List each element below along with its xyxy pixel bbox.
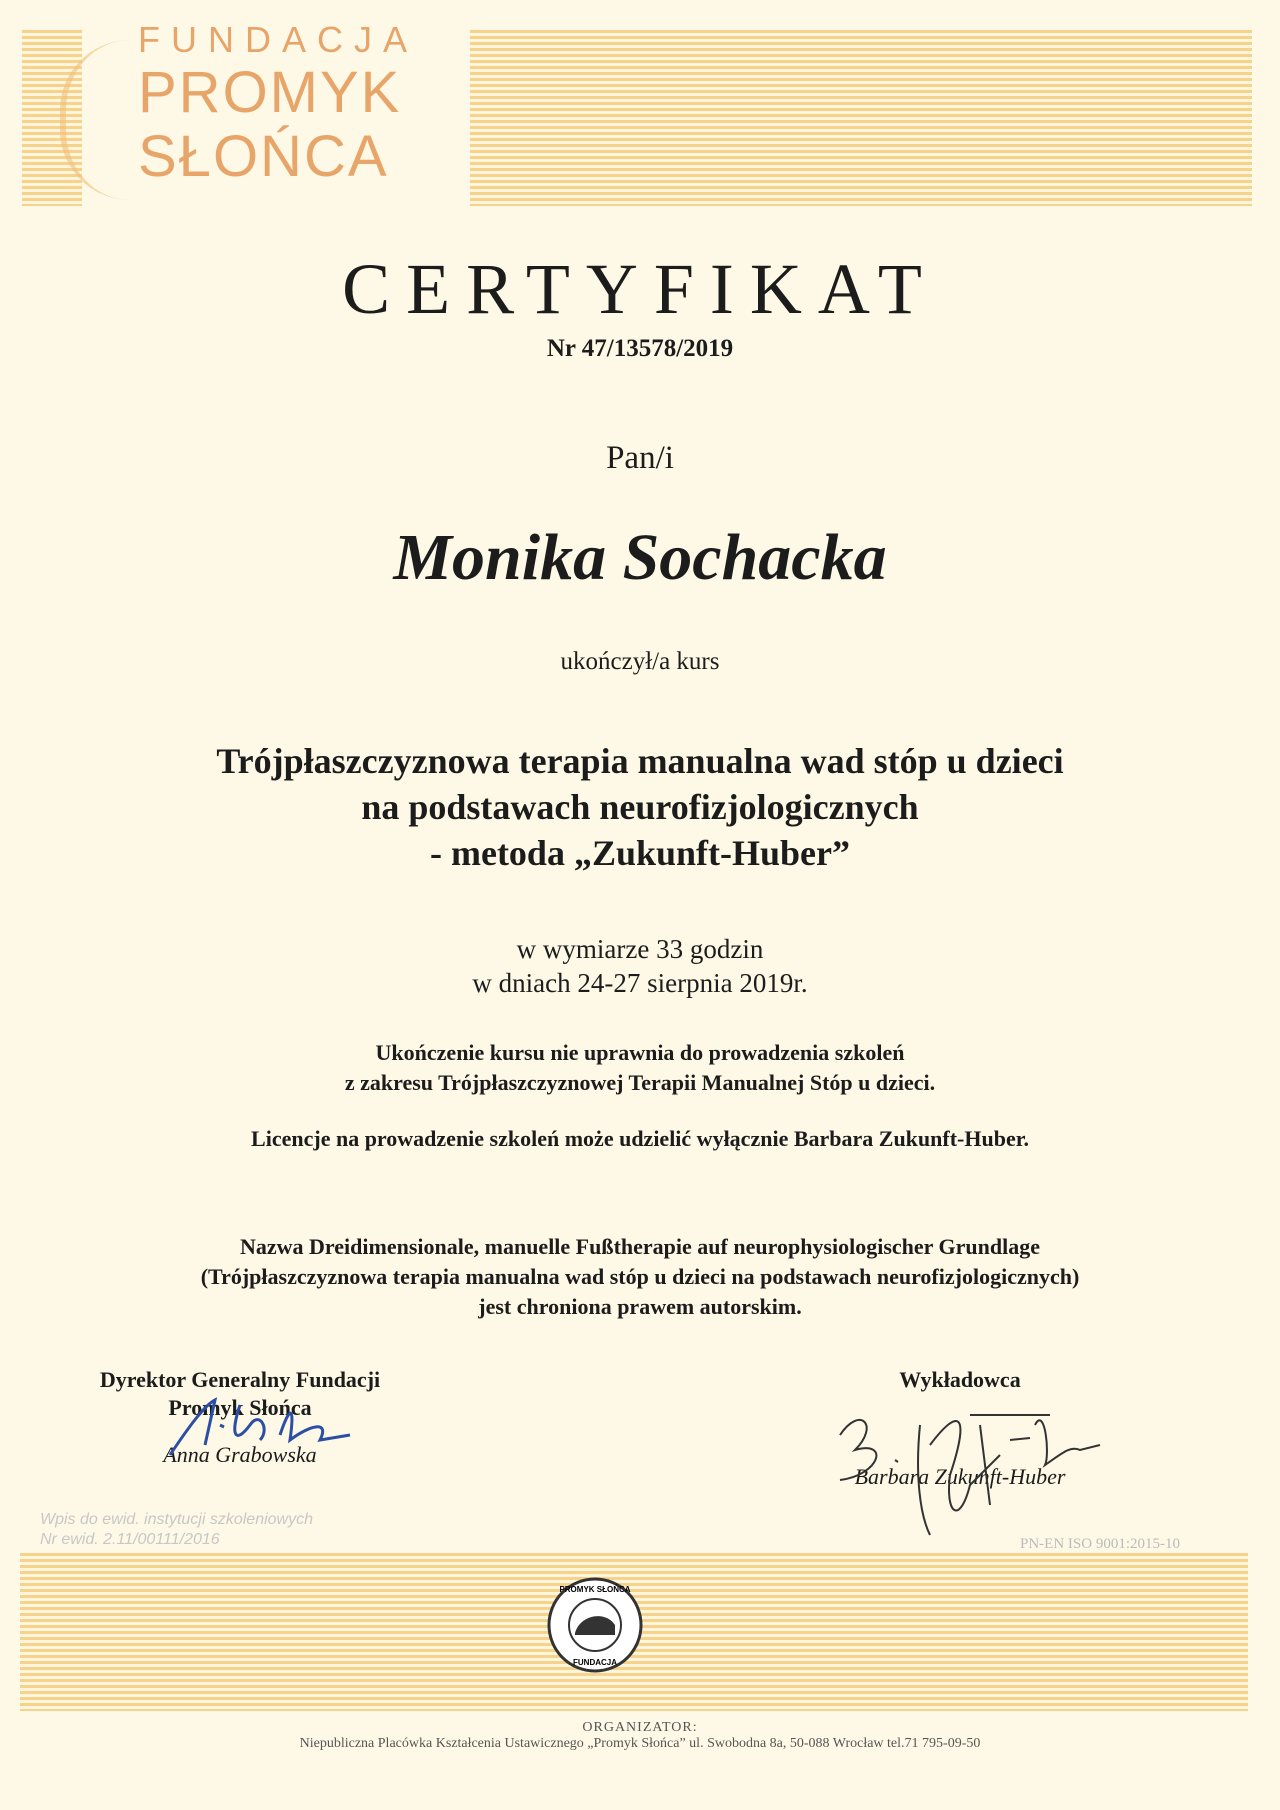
lecturer-name: Barbara Zukunft-Huber — [854, 1464, 1066, 1489]
note-no-training-rights — [0, 1038, 1280, 1098]
logo-line-2: PROMYK — [138, 60, 402, 125]
certificate-number: Nr 47/13578/2019 — [546, 335, 734, 362]
director-role-line-1: Dyrektor Generalny Fundacji — [99, 1367, 381, 1392]
completed-text: ukończył/a kurs — [560, 648, 720, 675]
note-3-line-3: jest chroniona prawem autorskim. — [478, 1294, 802, 1319]
course-line-2: na podstawach neurofizjologicznych — [361, 787, 919, 827]
course-title — [0, 738, 1280, 876]
badge-text-bottom: FUNDACJA — [573, 1658, 617, 1667]
course-line-1: Trójpłaszczyznowa terapia manualna wad stóp u dzieci — [216, 741, 1064, 781]
badge-text-top: PROMYK SŁOŃCA — [559, 1585, 631, 1594]
lecturer-role: Wykładowca — [899, 1367, 1021, 1392]
registry-line-2: Nr ewid. 2.11/00111/2016 — [40, 1531, 220, 1548]
certificate-title: CERTYFIKAT — [342, 249, 938, 329]
note-3-line-2: (Trójpłaszczyznowa terapia manualna wad stóp u dzieci na podstawach neurofizjologicznych) — [200, 1264, 1080, 1289]
note-3-line-1: Nazwa Dreidimensionale, manuelle Fußtherapie auf neurophysiologischer Grundlage — [240, 1234, 1040, 1259]
registry-line-1: Wpis do ewid. instytucji szkoleniowych — [40, 1511, 313, 1528]
note-1-line-2: z zakresu Trójpłaszczyznowej Terapii Manualnej Stóp u dzieci. — [344, 1070, 936, 1095]
decorative-stripes-top — [470, 30, 1252, 206]
course-line-3: - metoda „Zukunft-Huber” — [429, 833, 851, 873]
director-role-line-2: Promyk Słońca — [168, 1395, 312, 1420]
organizer-address: Niepubliczna Placówka Kształcenia Ustawicznego „Promyk Słońca” ul. Swobodna 8a, 50-088 Wrocław tel.71 795-09-50 — [299, 1736, 981, 1751]
hours-text: w wymiarze 33 godzin — [516, 934, 764, 964]
lecturer-signature-scribble — [820, 1395, 1150, 1545]
logo-line-3: SŁOŃCA — [138, 124, 389, 189]
recipient-name: Monika Sochacka — [393, 521, 887, 594]
foundation-badge-icon — [545, 1575, 645, 1675]
note-license: Licencje na prowadzenie szkoleń może udzielić wyłącznie Barbara Zukunft-Huber. — [251, 1126, 1029, 1151]
registry-info — [40, 1510, 313, 1550]
logo-line-1: FUNDACJA — [138, 19, 419, 60]
foundation-logo — [138, 19, 419, 189]
director-name: Anna Grabowska — [163, 1442, 317, 1467]
course-duration — [0, 932, 1280, 1000]
salutation: Pan/i — [606, 440, 674, 476]
iso-certification: PN-EN ISO 9001:2015-10 — [1020, 1536, 1180, 1552]
dates-text: w dniach 24-27 sierpnia 2019r. — [472, 968, 808, 998]
note-1-line-1: Ukończenie kursu nie uprawnia do prowadzenia szkoleń — [375, 1040, 905, 1065]
organizer-label: ORGANIZATOR: — [582, 1720, 698, 1735]
note-copyright — [0, 1232, 1280, 1322]
director-signature-scribble — [160, 1385, 360, 1465]
